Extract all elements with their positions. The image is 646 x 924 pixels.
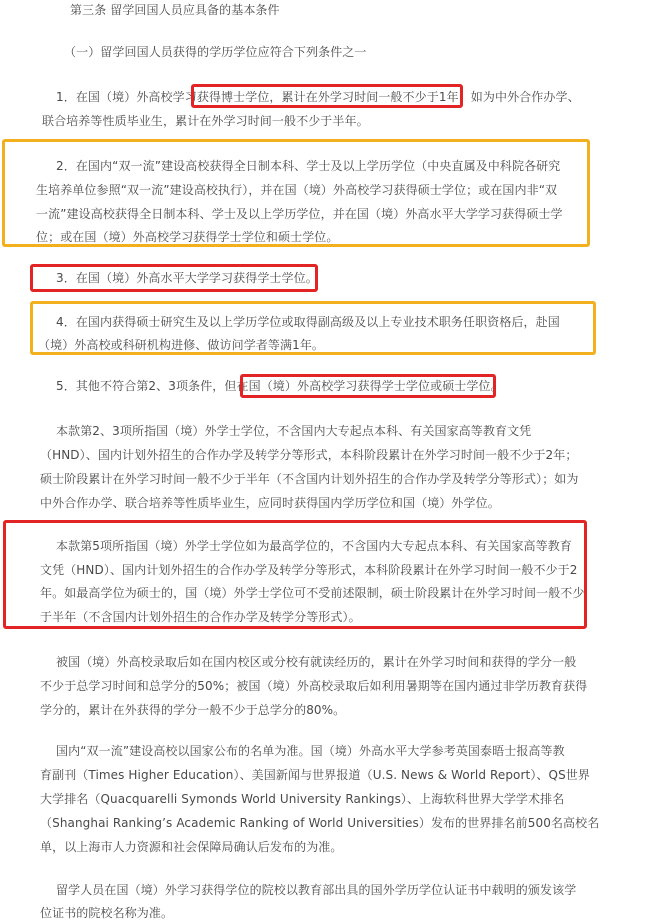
note-1-line-2: （HND）、国内计划外招生的合作办学及转学分等形式，本科阶段累计在外学习时间一般不少于2年； <box>40 448 578 462</box>
item-2-line-4: 位；或在国（境）外高校学习获得学士学位和硕士学位。 <box>36 230 339 244</box>
item-4-line-2: （境）外高校或科研机构进修、做访问学者等满1年。 <box>38 338 325 352</box>
item-4-line-1: 4．在国内获得硕士研究生及以上学历学位或取得副高级及以上专业技术职务任职资格后，赴国 <box>56 315 560 329</box>
note-4-line-5: 单，以上海市人力资源和社会保障局确认后发布的为准。 <box>40 840 343 854</box>
item-3: 3．在国（境）外高水平大学学习获得学士学位。 <box>56 271 318 285</box>
note-5-line-1: 留学人员在国（境）外学习获得学位的院校以教育部出具的国外学历学位认证书中载明的颁发该学 <box>56 883 577 897</box>
note-3-line-2: 不少于总学习时间和总学分的50%；被国（境）外高校录取后如利用暑期等在国内通过非学历教育获得 <box>40 679 588 693</box>
section-heading: （一）留学回国人员获得的学历学位应符合下列条件之一 <box>64 45 367 59</box>
note-2-line-2: 文凭（HND）、国内计划外招生的合作办学及转学分等形式，本科阶段累计在外学习时间一般不少于2 <box>40 563 578 577</box>
note-2-line-4: 于半年（不含国内计划外招生的合作办学及转学分等形式）。 <box>40 610 361 624</box>
note-3-line-1: 被国（境）外高校录取后如在国内校区或分校有就读经历的，累计在外学习时间和获得的学分一般 <box>56 655 577 669</box>
note-4-line-4: （Shanghai Ranking’s Academic Ranking of World Universities）发布的世界排名前500名高校名 <box>40 816 600 830</box>
note-5-line-2: 位证书的院校名称为准。 <box>40 906 174 920</box>
note-1-line-4: 中外合作办学、联合培养等性质毕业生，应同时获得国内学历学位和国（境）外学位。 <box>40 496 500 510</box>
note-2-line-1: 本款第5项所指国（境）外学士学位如为最高学位的，不含国内大专起点本科、有关国家高等教育 <box>56 539 572 553</box>
note-4-line-2: 育副刊（Times Higher Education）、美国新闻与世界报道（U.S. News & World Report）、QS世界 <box>40 768 590 782</box>
note-3-line-3: 学分的，累计在外获得的学分一般不少于总学分的80%。 <box>40 703 346 717</box>
note-2-line-3: 年。如最高学位为硕士的，国（境）外学士学位可不受前述限制，硕士阶段累计在外学习时间一般不少 <box>40 586 585 600</box>
item-2-line-2: 生培养单位参照“双一流”建设高校执行），并在国（境）外高校学习获得硕士学位；或在国内非“双 <box>36 183 558 197</box>
note-1-line-3: 硕士阶段累计在外学习时间一般不少于半年（不含国内计划外招生的合作办学及转学分等形式）；如为 <box>40 472 579 486</box>
item-2-line-3: 一流”建设高校获得全日制本科、学士及以上学历学位，并在国（境）外高水平大学学习获得硕士学 <box>36 207 563 221</box>
note-4-line-3: 大学排名（Quacquarelli Symonds World University Rankings）、上海软科世界大学学术排名 <box>40 792 565 806</box>
item-2-line-1: 2．在国内“双一流”建设高校获得全日制本科、学士及以上学历学位（中央直属及中科院各研究 <box>56 159 561 173</box>
note-4-line-1: 国内“双一流”建设高校以国家公布的名单为准。国（境）外高水平大学参考英国泰晤士报高等教 <box>56 744 565 758</box>
article-title: 第三条 留学回国人员应具备的基本条件 <box>70 3 280 17</box>
item-1-line-2: 联合培养等性质毕业生，累计在外学习时间一般不少于半年。 <box>42 114 369 128</box>
item-1-line-1: 1．在国（境）外高校学习获得博士学位，累计在外学习时间一般不少于1年；如为中外合作办学、 <box>56 90 580 104</box>
note-1-line-1: 本款第2、3项所指国（境）外学士学位，不含国内大专起点本科、有关国家高等教育文凭 <box>56 424 532 438</box>
item-5: 5．其他不符合第2、3项条件，但在国（境）外高校学习获得学士学位或硕士学位。 <box>56 379 503 393</box>
